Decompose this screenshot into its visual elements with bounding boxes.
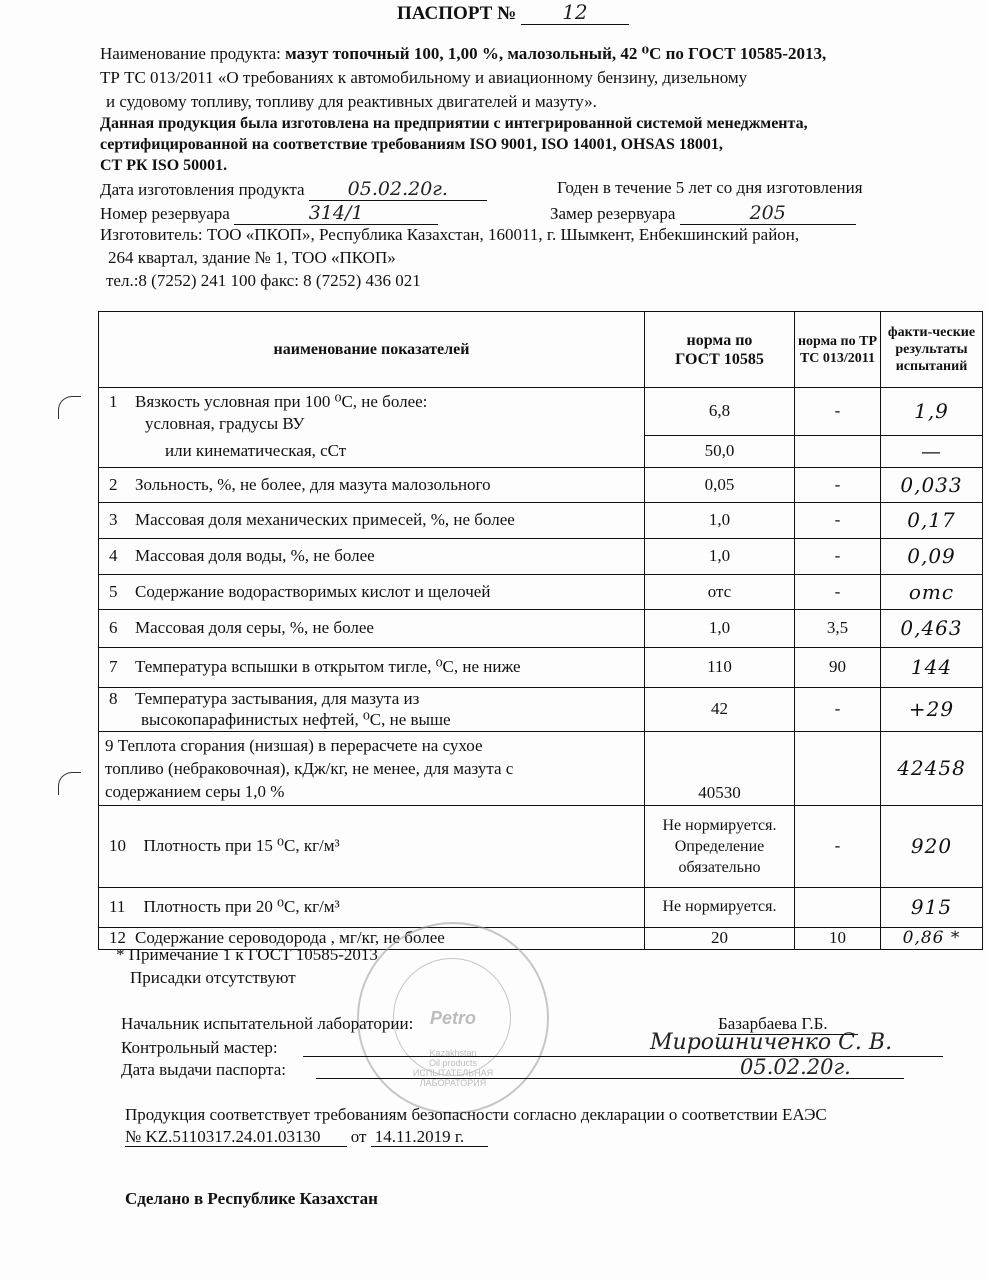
table-row: 9 Теплота сгорания (низшая) в перерасчете на сухое топливо (небраковочная), кДж/кг, не менее, для мазута с содержанием серы 1,0 % 40530 42458 (99, 731, 983, 805)
specifications-table (98, 311, 983, 950)
table-row: 7 Температура вспышки в открытом тигле, ⁰С, не ниже 110 90 144 (99, 647, 983, 687)
table-row: 4 Массовая доля воды, %, не более 1,0 - 0,09 (99, 538, 983, 574)
table-row: 12 Содержание сероводорода , мг/кг, не более 20 10 0,86 * (99, 927, 983, 949)
compliance-line-2: № KZ.5110317.24.01.03130 от 14.11.2019 г. (125, 1127, 488, 1147)
stamp-text: Kazakhstan Oil products ИСПЫТАТЕЛЬНАЯ ЛАБОРАТОРИЯ (412, 1048, 494, 1088)
table-row: 5 Содержание водорастворимых кислот и щелочей отс - отс (99, 574, 983, 609)
table-row: 2 Зольность, %, не более, для мазута малозольного 0,05 - 0,033 (99, 467, 983, 502)
master-signature: Мирошниченко С. В. (650, 1030, 893, 1055)
tank-measure-value: 205 (680, 202, 856, 225)
margin-hole-mark (58, 772, 81, 795)
manufacturer-line-1: Изготовитель: ТОО «ПКОП», Республика Казахстан, 160011, г. Шымкент, Енбекшинский район, (100, 225, 800, 244)
table-row: 3 Массовая доля механических примесей, %, не более 1,0 - 0,17 (99, 502, 983, 538)
product-name: мазут топочный 100, 1,00 %, малозольный, 42 ⁰С по ГОСТ 10585-2013, (285, 44, 827, 63)
product-line-2: ТР ТС 013/2011 «О требованиях к автомобильному и авиационному бензину, дизельному (100, 68, 748, 87)
manufacturer-line-2: 264 квартал, здание № 1, ТОО «ПКОП» (108, 248, 396, 267)
table-row: 6 Массовая доля серы, %, не более 1,0 3,5 0,463 (99, 609, 983, 647)
note-line-1: * Примечание 1 к ГОСТ 10585-2013 (116, 945, 378, 964)
issue-date-value: 05.02.20г. (740, 1055, 851, 1079)
header-gost: норма по ГОСТ 10585 (645, 312, 795, 388)
stamp-logo: Petro (429, 1008, 476, 1028)
tank-number: 314/1 (234, 202, 438, 225)
product-line-1: Наименование продукта: мазут топочный 100, 1,00 %, малозольный, 42 ⁰С по ГОСТ 10585-2013, (100, 44, 827, 63)
compliance-line-1: Продукция соответствует требованиям безопасности согласно декларации о соответствии ЕАЭС (125, 1105, 827, 1124)
note-line-2: Присадки отсутствуют (130, 968, 296, 987)
cert-line-3: СТ РК ISO 50001. (100, 157, 228, 174)
cert-line-2: сертифицированной на соответствие требованиям ISO 9001, ISO 14001, OHSAS 18001, (100, 136, 723, 153)
validity-text: Годен в течение 5 лет со дня изготовления (557, 178, 863, 197)
cert-line-1: Данная продукция была изготовлена на предприятии с интегрированной системой менеджмента, (100, 115, 808, 132)
declaration-date: 14.11.2019 г. (371, 1127, 488, 1147)
header-name: наименование показателей (99, 312, 645, 388)
table-row: 1 Вязкость условная при 100 ⁰С, не более: условная, градусы ВУ 6,8 - 1,9 (99, 388, 983, 436)
declaration-number: № KZ.5110317.24.01.03130 (125, 1127, 347, 1147)
lab-head-label: Начальник испытательной лаборатории: (121, 1014, 414, 1033)
table-row: 11 Плотность при 20 ⁰С, кг/м³ Не нормируется. 915 (99, 887, 983, 927)
table-row: 8 Температура застывания, для мазута из высокопарафинистых нефтей, ⁰С, не выше 42 - +29 (99, 687, 983, 731)
lab-head-name: Базарбаева Г.Б. (718, 1014, 858, 1035)
issue-date-label: Дата выдачи паспорта: (121, 1060, 286, 1079)
table-row: или кинематическая, сСт 50,0 — (99, 435, 983, 467)
tank-row: Номер резервуара 314/1 (100, 202, 438, 225)
header-trts: норма по ТР ТС 013/2011 (795, 312, 881, 388)
made-in-label: Сделано в Республике Казахстан (125, 1189, 378, 1208)
manufacture-date-value: 05.02.20г. (309, 178, 487, 201)
manufacturer-line-3: тел.:8 (7252) 241 100 факс: 8 (7252) 436 021 (106, 271, 421, 290)
passport-number: 12 (521, 0, 629, 25)
product-line-3: и судовому топливу, топливу для реактивных двигателей и мазуту». (106, 92, 597, 111)
margin-hole-mark (58, 396, 81, 419)
manufacture-date-row: Дата изготовления продукта 05.02.20г. (100, 178, 487, 201)
passport-title: ПАСПОРТ № 12 (397, 0, 629, 25)
tank-measure-row: Замер резервуара 205 (550, 202, 856, 225)
table-row: 10 Плотность при 15 ⁰С, кг/м³ Не нормируется. Определение обязательно - 920 (99, 805, 983, 887)
table-header-row (99, 312, 983, 388)
master-label: Контрольный мастер: (121, 1038, 278, 1057)
header-actual: факти-ческие результаты испытаний (881, 312, 983, 388)
